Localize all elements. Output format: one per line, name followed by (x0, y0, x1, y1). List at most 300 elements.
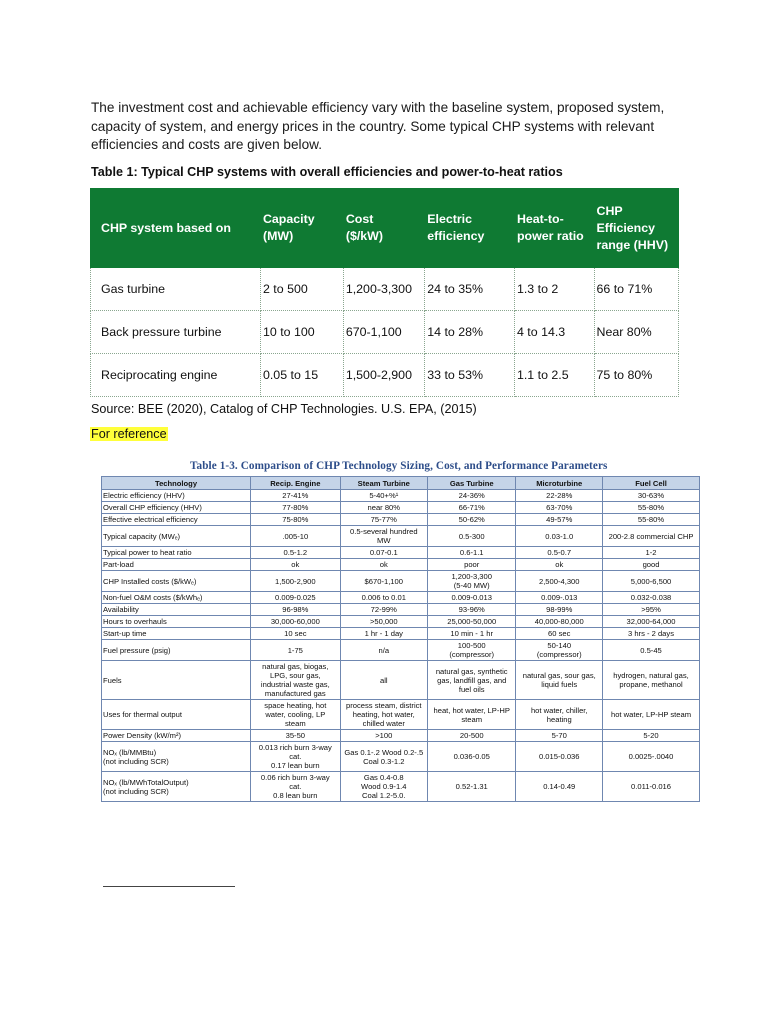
table2-cell (340, 490, 427, 502)
table2-row (102, 640, 700, 661)
table2-row (102, 772, 700, 802)
cell-text: 30-63% (637, 491, 665, 500)
table2-cell (251, 514, 341, 526)
cell-text: 0.013 rich burn 3-way (258, 743, 332, 752)
table2-cell (427, 604, 515, 616)
cell-text: Fuels (103, 675, 122, 685)
table2-cell (516, 772, 603, 802)
cell-text: 0.006 to 0.01 (361, 593, 406, 602)
cell-text: (not including SCR) (103, 786, 169, 796)
cell-text: 0.06 rich burn 3-way (260, 773, 330, 782)
cell-text: 0.5-0.7 (547, 548, 572, 557)
table2-row-header (102, 616, 251, 628)
table2-cell (427, 661, 515, 700)
table2-cell (603, 526, 700, 547)
table2-cell (251, 592, 341, 604)
cell-text: NOₓ (lb/MWhTotalOutput) (103, 777, 189, 787)
cell-text: (5-40 MW) (453, 581, 490, 590)
table2-cell (603, 742, 700, 772)
cell-text: 96-98% (282, 605, 309, 614)
table2-cell (251, 616, 341, 628)
header-text: Electric (427, 212, 473, 226)
table2-row (102, 490, 700, 502)
cell-text: Coal 0.3-1.2 (363, 756, 405, 766)
header-text: ($/kW) (345, 229, 384, 243)
cell-text: MW (377, 536, 391, 545)
table2-column-header: Microturbine (516, 477, 603, 490)
table2-row (102, 742, 700, 772)
table2-cell (427, 772, 515, 802)
table2-cell (340, 604, 427, 616)
table2-cell (251, 571, 341, 592)
table2-cell (603, 490, 700, 502)
table2-cell (340, 700, 427, 730)
cell-text: Typical power to heat ratio (103, 548, 192, 557)
table1-cell: 24 to 35% (425, 268, 515, 311)
header-text: Efficiency (596, 220, 656, 235)
table2-cell (603, 616, 700, 628)
cell-text: 200-2.8 commercial CHP (608, 531, 694, 541)
table2-row-header (102, 526, 251, 547)
cell-text: Start-up time (103, 629, 147, 638)
table2-row-header (102, 547, 251, 559)
table2-row (102, 628, 700, 640)
table2-row-header (102, 571, 251, 592)
chp-systems-table (90, 188, 679, 397)
cell-text: Wood 0.9-1.4 (361, 782, 407, 791)
table2-cell (340, 571, 427, 592)
table2-cell (251, 490, 341, 502)
cell-text: Non-fuel O&M costs ($/kWhₑ) (103, 593, 203, 602)
cell-text: hot water, chiller, (530, 705, 588, 715)
reference-highlight: For reference (91, 427, 167, 441)
cell-text: industrial waste gas, (260, 680, 330, 689)
cell-text: hot water, LP-HP steam (610, 710, 692, 719)
table2-row (102, 730, 700, 742)
table1-cell: 10 to 100 (260, 311, 343, 354)
table2-row-header (102, 490, 251, 502)
cell-text: liquid fuels (541, 680, 578, 689)
cell-text: heating (546, 714, 572, 724)
header-text: CHP system based on (101, 220, 231, 235)
table2-cell (516, 571, 603, 592)
table2-row-header (102, 514, 251, 526)
table1-caption: Table 1: Typical CHP systems with overall efficiencies and power-to-heat ratios (91, 165, 563, 179)
table2-cell (251, 730, 341, 742)
cell-text: ok (379, 560, 388, 569)
cell-text: Hours to overhauls (103, 617, 167, 626)
table1-row (91, 268, 679, 311)
table2-cell (427, 730, 515, 742)
cell-text: cat. (289, 752, 302, 761)
cell-text: 0.5-300 (458, 531, 485, 541)
cell-text: 1,500-2,900 (275, 576, 316, 586)
table2-row-header (102, 640, 251, 661)
table2-cell (340, 730, 427, 742)
table2-cell (427, 490, 515, 502)
cell-text: 77-80% (282, 503, 309, 512)
cell-text: 98-99% (546, 605, 573, 614)
table2-cell (251, 604, 341, 616)
table1-row (91, 311, 679, 354)
cell-text: 24-36% (458, 491, 485, 500)
cell-text: 75-80% (282, 515, 309, 524)
cell-text: .005-10 (282, 531, 309, 541)
table2-cell (427, 700, 515, 730)
table2-row (102, 592, 700, 604)
cell-text: Uses for thermal output (103, 710, 182, 719)
table2-cell (427, 526, 515, 547)
table2-cell (427, 547, 515, 559)
header-text: Capacity (262, 212, 315, 226)
source-note: Source: BEE (2020), Catalog of CHP Technologies. U.S. EPA, (2015) (91, 402, 477, 416)
cell-text: manufactured gas (264, 689, 326, 698)
cell-text: fuel oils (458, 684, 485, 694)
table2-cell (603, 592, 700, 604)
table2-cell (603, 772, 700, 802)
cell-text: poor (464, 560, 480, 569)
table1-cell: 0.05 to 15 (260, 354, 343, 397)
cell-text: Typical capacity (MWₑ) (103, 531, 181, 541)
table1-cell: Gas turbine (91, 268, 261, 311)
table2-cell (251, 628, 341, 640)
table2-cell (251, 700, 341, 730)
cell-text: heat, hot water, LP-HP (433, 705, 510, 715)
table2-cell (603, 628, 700, 640)
table2-cell (603, 730, 700, 742)
cell-text: 93-96% (458, 605, 485, 614)
table2-cell (427, 514, 515, 526)
cell-text: 0.015-0.036 (538, 752, 580, 761)
cell-text: ok (555, 560, 564, 569)
cell-text: (compressor) (449, 650, 495, 659)
cell-text: (not including SCR) (103, 756, 169, 766)
table2-row-header (102, 742, 251, 772)
table2-header-row (102, 477, 700, 490)
table2-cell (340, 742, 427, 772)
table2-row-header (102, 772, 251, 802)
cell-text: 5-70 (551, 731, 567, 740)
cell-text: Coal 1.2-5.0. (362, 791, 406, 800)
cell-text: chilled water (362, 719, 405, 728)
table2-row-header (102, 559, 251, 571)
table2-cell (251, 661, 341, 700)
table2-cell (516, 616, 603, 628)
cell-text: Overall CHP efficiency (HHV) (103, 503, 202, 512)
table2-cell (427, 559, 515, 571)
table2-row-header (102, 604, 251, 616)
cell-text: >95% (641, 605, 661, 614)
table2-cell (251, 742, 341, 772)
cell-text: process steam, district (346, 701, 422, 710)
table2-cell (427, 571, 515, 592)
cell-text: steam (284, 719, 306, 728)
table2-row (102, 526, 700, 547)
table2-row (102, 616, 700, 628)
table2-cell (251, 640, 341, 661)
table2-cell (251, 502, 341, 514)
table1-cell: 75 to 80% (594, 354, 679, 397)
cell-text: 50-62% (458, 515, 485, 524)
table1-row (91, 354, 679, 397)
header-text: Cost (345, 212, 374, 226)
table2-cell (603, 640, 700, 661)
table2-cell (340, 514, 427, 526)
table2-column-header: Fuel Cell (603, 477, 700, 490)
cell-text: 72-99% (370, 605, 397, 614)
table2-cell (251, 547, 341, 559)
cell-text: space heating, hot (264, 701, 327, 710)
cell-text: CHP Installed costs ($/kWₑ) (103, 576, 197, 586)
table2-cell (516, 640, 603, 661)
table2-column-header: Recip. Engine (251, 477, 341, 490)
table2-row (102, 502, 700, 514)
cell-text: 1-2 (645, 548, 657, 557)
cell-text: 5,000-6,500 (630, 576, 672, 586)
table1-cell: 1,200-3,300 (343, 268, 424, 311)
chp-comparison-table (101, 476, 700, 802)
table2-row (102, 604, 700, 616)
cell-text: 0.6-1.1 (459, 548, 484, 557)
table1-cell: Near 80% (594, 311, 679, 354)
cell-text: 32,000-64,000 (626, 617, 676, 626)
cell-text: 0.5-45 (640, 645, 662, 655)
cell-text: ok (291, 560, 300, 569)
cell-text: 0.036-0.05 (453, 752, 490, 761)
cell-text: 1 hr - 1 day (364, 629, 403, 638)
header-text: (MW) (262, 229, 294, 243)
cell-text: heating, hot water, (352, 710, 415, 719)
header-text: power ratio (516, 229, 584, 243)
table2-cell (340, 661, 427, 700)
table2-cell (427, 640, 515, 661)
cell-text: 0.009-0.013 (451, 593, 492, 602)
cell-text: cat. (289, 782, 302, 791)
cell-text: 10 sec (284, 629, 307, 638)
table2-cell (427, 628, 515, 640)
table2-row (102, 547, 700, 559)
table1-cell: 670-1,100 (343, 311, 424, 354)
table2-cell (340, 628, 427, 640)
table2-cell (340, 592, 427, 604)
table1-column-header (343, 189, 424, 268)
cell-text: 75-77% (370, 515, 397, 524)
cell-text: 2,500-4,300 (538, 576, 580, 586)
table2-cell (516, 592, 603, 604)
cell-text: >50,000 (369, 617, 398, 626)
cell-text: gas, landfill gas, and (437, 675, 507, 685)
cell-text: 66-71% (458, 503, 485, 512)
cell-text: 0.8 lean burn (273, 791, 318, 800)
table1-column-header (91, 189, 261, 268)
table2-cell (427, 616, 515, 628)
cell-text: 55-80% (637, 503, 665, 512)
cell-text: 5-40+%¹ (369, 491, 399, 500)
cell-text: NOₓ (lb/MMBtu) (103, 747, 157, 757)
cell-text: Part-load (103, 560, 134, 569)
table2-cell (516, 661, 603, 700)
table2-cell (427, 742, 515, 772)
cell-text: Fuel pressure (psig) (103, 645, 171, 655)
cell-text: (compressor) (536, 650, 582, 659)
table2-row (102, 514, 700, 526)
table2-row-header (102, 592, 251, 604)
table1-cell: 2 to 500 (260, 268, 343, 311)
cell-text: 0.07-0.1 (369, 548, 398, 557)
intro-paragraph: The investment cost and achievable efficiency vary with the baseline system, proposed system, capacity of system, and energy prices in the country. Some typical CHP systems with relevant efficiencies and costs are given below. (91, 100, 665, 152)
table2-cell (516, 559, 603, 571)
table2-cell (427, 592, 515, 604)
cell-text: >100 (375, 731, 393, 740)
table2-row-header (102, 661, 251, 700)
cell-text: 63-70% (546, 503, 573, 512)
cell-text: near 80% (367, 503, 401, 512)
cell-text: 0.5-several hundred (350, 527, 418, 536)
table2-cell (516, 700, 603, 730)
table2-cell (340, 640, 427, 661)
table2-cell (603, 559, 700, 571)
cell-text: 49-57% (546, 515, 573, 524)
cell-text: 25,000-50,000 (447, 617, 497, 626)
table1-cell: Reciprocating engine (91, 354, 261, 397)
table2-cell (516, 514, 603, 526)
cell-text: 3 hrs - 2 days (628, 629, 675, 638)
table1-cell: 1,500-2,900 (343, 354, 424, 397)
table2-cell (603, 700, 700, 730)
table2-cell (251, 526, 341, 547)
cell-text: $670-1,100 (364, 576, 403, 586)
cell-text: 0.032-0.038 (630, 593, 672, 602)
cell-text: 55-80% (637, 515, 665, 524)
table2-cell (603, 502, 700, 514)
cell-text: hydrogen, natural gas, (613, 671, 689, 680)
cell-text: steam (461, 714, 483, 724)
table2-cell (340, 526, 427, 547)
table1-cell: Back pressure turbine (91, 311, 261, 354)
table2-cell (516, 742, 603, 772)
cell-text: Gas 0.1-.2 Wood 0.2-.5 (344, 747, 424, 757)
table2-cell (516, 604, 603, 616)
table2-cell (340, 559, 427, 571)
header-text: CHP (596, 203, 623, 218)
cell-text: 40,000-80,000 (534, 617, 584, 626)
cell-text: Electric efficiency (HHV) (103, 491, 185, 500)
table2-title: Table 1-3. Comparison of CHP Technology Sizing, Cost, and Performance Parameters (190, 460, 608, 472)
table2-column-header: Technology (102, 477, 251, 490)
table2-cell (340, 502, 427, 514)
cell-text: water, cooling, LP (265, 710, 326, 719)
header-text: range (HHV) (596, 237, 669, 252)
table2-cell (516, 547, 603, 559)
cell-text: natural gas, synthetic (435, 666, 508, 676)
table2-cell (516, 628, 603, 640)
cell-text: 50-140 (547, 641, 572, 650)
cell-text: 0.009-0.025 (275, 593, 316, 602)
table2-cell (516, 490, 603, 502)
footnote-separator (103, 886, 235, 887)
cell-text: propane, methanol (619, 680, 683, 689)
cell-text: 0.14-0.49 (543, 782, 576, 791)
table1-column-header (514, 189, 594, 268)
table2-cell (603, 571, 700, 592)
cell-text: 0.0025-.0040 (628, 752, 674, 761)
cell-text: 0.03-1.0 (545, 531, 574, 541)
header-text: efficiency (427, 229, 485, 243)
table2-cell (603, 514, 700, 526)
cell-text: 0.5-1.2 (283, 548, 308, 557)
table2-row (102, 559, 700, 571)
cell-text: 60 sec (548, 629, 571, 638)
cell-text: 27-41% (282, 491, 309, 500)
table2-cell (516, 526, 603, 547)
table2-cell (603, 661, 700, 700)
table2-cell (603, 547, 700, 559)
cell-text: n/a (378, 645, 390, 655)
cell-text: 0.011-0.016 (631, 782, 671, 791)
table2-cell (340, 616, 427, 628)
cell-text: all (379, 675, 388, 685)
table2-row-header (102, 700, 251, 730)
table2-cell (516, 502, 603, 514)
table1-cell: 1.1 to 2.5 (514, 354, 594, 397)
table2-column-header: Steam Turbine (340, 477, 427, 490)
table2-cell (251, 559, 341, 571)
table1-cell: 14 to 28% (425, 311, 515, 354)
cell-text: 0.52-1.31 (455, 782, 488, 791)
cell-text: 35-50 (285, 731, 306, 740)
table2-cell (603, 604, 700, 616)
cell-text: good (642, 560, 660, 569)
table2-row (102, 700, 700, 730)
table2-column-header: Gas Turbine (427, 477, 515, 490)
table2-cell (427, 502, 515, 514)
cell-text: natural gas, biogas, (262, 662, 329, 671)
cell-text: 1-75 (287, 645, 303, 655)
table1-header-row (91, 189, 679, 268)
table1-cell: 1.3 to 2 (514, 268, 594, 311)
table1-cell: 33 to 53% (425, 354, 515, 397)
table2-cell (251, 772, 341, 802)
table2-cell (340, 547, 427, 559)
cell-text: LPG, sour gas, (269, 671, 321, 680)
header-text: Heat-to- (516, 212, 564, 226)
table1-column-header (594, 189, 679, 268)
cell-text: 1,200-3,300 (451, 572, 492, 581)
cell-text: Gas 0.4-0.8 (363, 773, 404, 782)
cell-text: Power Density (kW/m²) (103, 731, 182, 740)
cell-text: natural gas, sour gas, (522, 671, 596, 680)
cell-text: 5-20 (643, 731, 659, 740)
table1-column-header (425, 189, 515, 268)
table2-row-header (102, 502, 251, 514)
table1-cell: 4 to 14.3 (514, 311, 594, 354)
cell-text: Effective electrical efficiency (103, 515, 198, 524)
table2-row-header (102, 730, 251, 742)
cell-text: 0.17 lean burn (271, 761, 320, 770)
table2-cell (516, 730, 603, 742)
cell-text: 100-500 (457, 641, 486, 650)
table2-row (102, 661, 700, 700)
cell-text: 20-500 (459, 731, 484, 740)
cell-text: 10 min - 1 hr (450, 629, 494, 638)
cell-text: 0.009-.013 (541, 593, 578, 602)
cell-text: 30,000-60,000 (270, 617, 320, 626)
table1-column-header (260, 189, 343, 268)
cell-text: Availability (103, 605, 139, 614)
table2-cell (340, 772, 427, 802)
table1-cell: 66 to 71% (594, 268, 679, 311)
cell-text: 22-28% (546, 491, 573, 500)
